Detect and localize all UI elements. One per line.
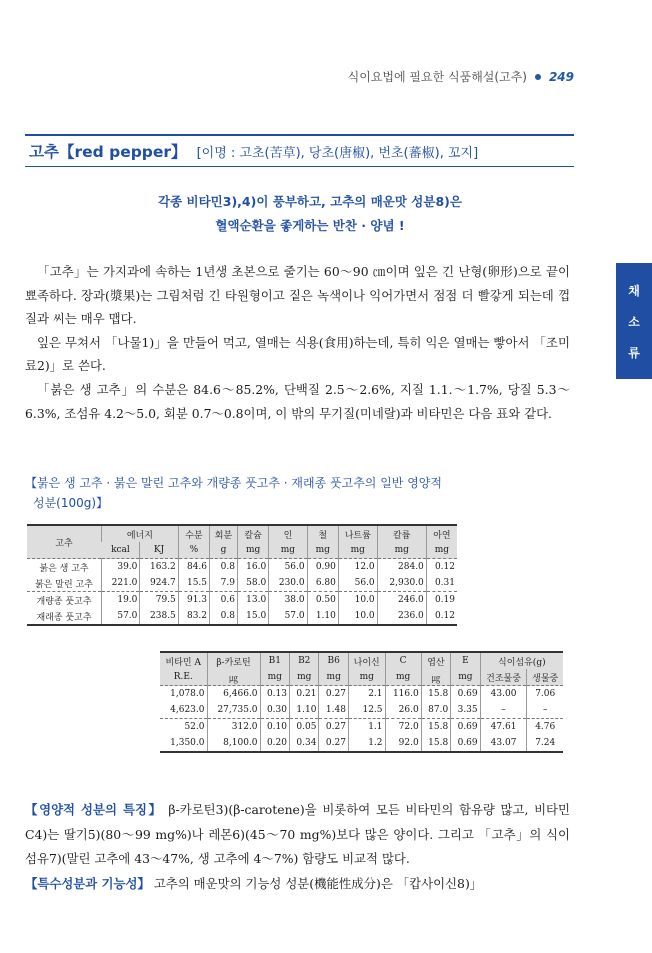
table-cell: 246.0 <box>377 592 426 609</box>
running-head-title: 식이요법에 필요한 식품해설(고추) <box>347 70 527 84</box>
table-cell: 6,466.0 <box>207 686 260 703</box>
paragraph: 「붉은 생 고추」의 수분은 84.6～85.2%, 단백질 2.5～2.6%, 지질 1.1.～1.7%, 당질 5.3～6.3%, 조섬유 4.2～5.0, 회분 0.7～0.8이며, 이 밖의 무기질(미네랄)과 비타민은 다음 표와 같다. <box>25 381 570 421</box>
table-cell: 39.0 <box>102 559 140 576</box>
table-header-cell: 칼륨 <box>377 525 426 542</box>
table-unit-cell: R.E. <box>160 669 207 686</box>
bullet-dot-icon <box>535 74 541 80</box>
table-cell: 15.8 <box>421 719 450 736</box>
table-cell: 284.0 <box>377 559 426 576</box>
table-unit-cell: mg <box>269 542 307 559</box>
table-cell: 0.8 <box>210 608 238 625</box>
intro-line: 혈액순환을 좋게하는 반찬 · 양념 ! <box>215 218 405 233</box>
table-header-cell: B6 <box>319 652 348 669</box>
features-label: 【영양적 성분의 특징】 <box>25 802 163 817</box>
table-cell: 12.5 <box>348 702 385 719</box>
table-unit-cell: ㎍ <box>421 669 450 686</box>
table-cell: 1.48 <box>319 702 348 719</box>
table-cell: 52.0 <box>160 719 207 736</box>
table-cell: 0.69 <box>451 735 480 752</box>
table-cell: 0.31 <box>426 575 457 592</box>
table-header-cell: 아연 <box>426 525 457 542</box>
table-header-cell: 수분 <box>178 525 209 542</box>
table-cell: 56.0 <box>338 575 377 592</box>
table-cell: 7.06 <box>527 686 563 703</box>
table-unit-cell: mg <box>237 542 268 559</box>
section-tab-char: 채 <box>628 283 640 298</box>
section-tab[interactable] <box>616 263 652 379</box>
table-row <box>27 608 457 625</box>
table-cell: 19.0 <box>102 592 140 609</box>
table-row <box>160 735 563 752</box>
table-unit-cell: mg <box>338 542 377 559</box>
features-text: β-카로틴3)(β-carotene)을 비롯하여 모든 비타민의 함유량 많고, 비타민 C4)는 딸기5)(80～99 mg%)나 레몬6)(45～70 mg%)보다 많은 양이다. 그리고 「고추」의 식이섬유7)(말린 고추에 43～47%, 생 고추에 4～7%) 함량도 비교적 많다. <box>25 802 570 866</box>
table-cell: 4,623.0 <box>170 705 205 715</box>
table-unit-cell: kcal <box>102 542 140 559</box>
table-row <box>27 559 457 576</box>
table-unit-cell: 건조물중 <box>480 669 527 686</box>
table-cell: 0.21 <box>290 686 319 703</box>
table-cell: – <box>480 702 527 719</box>
table-header-cell: 칼슘 <box>237 525 268 542</box>
table-cell: 8,100.0 <box>207 735 260 752</box>
table-cell: 87.0 <box>421 702 450 719</box>
running-head <box>348 68 574 85</box>
table-cell: 26.0 <box>385 702 421 719</box>
article-alias: [이명 : 고초(苦草), 당초(唐椒), 번초(蕃椒), 꼬지] <box>196 145 479 161</box>
table-unit-cell: mg <box>260 669 289 686</box>
table-header-cell: 비타민 A <box>160 652 207 669</box>
table-cell: 1.10 <box>290 702 319 719</box>
table-header-cell: 고추 <box>27 525 102 559</box>
table-cell: 붉은 생 고추 <box>27 559 102 576</box>
table-header-cell: C <box>385 652 421 669</box>
table-cell: 0.27 <box>319 719 348 736</box>
table-cell: 0.34 <box>290 735 319 752</box>
section-tab-char: 류 <box>628 345 640 360</box>
table-caption <box>25 473 545 513</box>
table-cell: 924.7 <box>140 575 178 592</box>
table-header-cell: 인 <box>269 525 307 542</box>
table-cell: 92.0 <box>385 735 421 752</box>
table-cell: 47.61 <box>480 719 527 736</box>
table-unit-cell: mg <box>377 542 426 559</box>
table-cell: 재래종 풋고추 <box>36 612 92 623</box>
table-header-cell: 식이섬유(g) <box>480 652 563 669</box>
table-cell: 91.3 <box>178 592 209 609</box>
nutrition-table-1 <box>27 524 457 626</box>
nutrition-features <box>25 798 570 896</box>
table-cell: 15.8 <box>421 686 450 703</box>
table-cell: 3.35 <box>451 702 480 719</box>
table-cell: 0.90 <box>307 559 338 576</box>
table-cell: 0.27 <box>319 686 348 703</box>
body-text <box>25 260 570 425</box>
page-number: 249 <box>548 69 574 84</box>
table-cell: 84.6 <box>178 559 209 576</box>
table-row <box>160 686 563 703</box>
table-cell: 1,078.0 <box>160 686 207 703</box>
table-unit-cell: ㎍ <box>207 669 260 686</box>
table-cell: 79.5 <box>140 592 178 609</box>
article-title-bar <box>25 134 574 167</box>
table-cell: 13.0 <box>237 592 268 609</box>
intro-line: 각종 비타민3),4)이 풍부하고, 고추의 매운맛 성분8)은 <box>158 194 462 209</box>
table-cell: 43.00 <box>480 686 527 703</box>
nutrition-table-2 <box>160 651 563 753</box>
table-header-cell: 에너지 <box>102 525 179 542</box>
table-cell: 0.8 <box>210 559 238 576</box>
table-unit-cell: mg <box>385 669 421 686</box>
table-unit-cell: mg <box>426 542 457 559</box>
table-cell: 12.0 <box>338 559 377 576</box>
table-unit-cell: mg <box>307 542 338 559</box>
table-cell: 0.27 <box>319 735 348 752</box>
table-row <box>27 592 457 609</box>
table-row <box>27 575 457 592</box>
table-header-cell: β-카로틴 <box>207 652 260 669</box>
table-cell: 1.1 <box>348 719 385 736</box>
intro-summary <box>80 190 540 238</box>
table-cell: 0.69 <box>451 719 480 736</box>
table-cell: 0.20 <box>260 735 289 752</box>
table-cell: 2.1 <box>348 686 385 703</box>
table-cell: 7.9 <box>210 575 238 592</box>
table-cell: 0.05 <box>290 719 319 736</box>
table-cell: 0.13 <box>260 686 289 703</box>
table-unit-cell: KJ <box>140 542 178 559</box>
features-paragraph <box>25 798 570 872</box>
table-cell: 72.0 <box>385 719 421 736</box>
table-cell: 221.0 <box>102 575 140 592</box>
table-cell: 붉은 말린 고추 <box>35 579 93 590</box>
table-cell: 116.0 <box>385 686 421 703</box>
table-cell: 개량종 풋고추 <box>27 592 102 609</box>
table-unit-cell: g <box>210 542 238 559</box>
table-unit-cell: mg <box>290 669 319 686</box>
table-cell: 0.6 <box>210 592 238 609</box>
table-cell: 57.0 <box>269 608 307 625</box>
table-header-cell: 철 <box>307 525 338 542</box>
table-cell: 2,930.0 <box>377 575 426 592</box>
section-tab-char: 소 <box>628 314 640 329</box>
table-cell: 43.07 <box>480 735 527 752</box>
table-cell: 1.2 <box>348 735 385 752</box>
table-header-cell: E <box>451 652 480 669</box>
table-header-cell: 회분 <box>210 525 238 542</box>
special-text: 고추의 매운맛의 기능성 성분(機能性成分)은 「캅사이신8)」 <box>153 875 483 891</box>
table-cell: 163.2 <box>140 559 178 576</box>
article-title: 고추【red pepper】 <box>29 143 187 161</box>
table-unit-cell: mg <box>348 669 385 686</box>
table-cell: 0.30 <box>260 702 289 719</box>
table-unit-cell: 생물중 <box>527 669 563 686</box>
table-row <box>160 702 563 719</box>
table-cell: 10.0 <box>338 592 377 609</box>
table-unit-cell: % <box>178 542 209 559</box>
table-header-cell: 나이신 <box>348 652 385 669</box>
table-header-cell: 엽산 <box>421 652 450 669</box>
table-cell: 57.0 <box>102 608 140 625</box>
table-cell: 16.0 <box>237 559 268 576</box>
table-cell: 4.76 <box>527 719 563 736</box>
table-caption-line: 【붉은 생 고추 · 붉은 말린 고추와 개량종 풋고추 · 재래종 풋고추의 일반 영양적 <box>25 476 442 490</box>
table-unit-cell: mg <box>319 669 348 686</box>
paragraph: 「고추」는 가지과에 속하는 1년생 초본으로 줄기는 60～90 ㎝이며 잎은 긴 난형(卵形)으로 끝이 뾰족하다. 장과(漿果)는 그림처럼 긴 타원형이고 짙은 녹색이나 익어가면서 점점 더 빨갛게 되는데 껍질과 씨는 매우 맵다. <box>25 264 570 327</box>
table-cell: 238.5 <box>140 608 178 625</box>
table-unit-cell: mg <box>451 669 480 686</box>
table-cell: 58.0 <box>237 575 268 592</box>
table-cell: 27,735.0 <box>207 702 260 719</box>
table-cell: 236.0 <box>377 608 426 625</box>
table-cell: 15.5 <box>178 575 209 592</box>
table-cell: 15.8 <box>421 735 450 752</box>
table-cell: 83.2 <box>178 608 209 625</box>
table-cell: 0.10 <box>260 719 289 736</box>
table-cell: 0.12 <box>426 559 457 576</box>
table-cell: 0.50 <box>307 592 338 609</box>
table-cell: 1,350.0 <box>170 738 205 748</box>
table-cell: 7.24 <box>527 735 563 752</box>
table-cell: 1.10 <box>307 608 338 625</box>
table-cell: 56.0 <box>269 559 307 576</box>
table-cell: 0.69 <box>451 686 480 703</box>
table-header-cell: B2 <box>290 652 319 669</box>
table-cell: 0.19 <box>426 592 457 609</box>
special-paragraph <box>25 872 570 897</box>
table-row <box>160 719 563 736</box>
table-caption-line: 성분(100g)】 <box>33 496 109 510</box>
table-cell: 15.0 <box>237 608 268 625</box>
paragraph: 잎은 무쳐서 「나물1)」을 만들어 먹고, 열매는 식용(食用)하는데, 특히 익은 열매는 빻아서 「조미료2)」로 쓴다. <box>25 334 570 374</box>
table-cell: 312.0 <box>207 719 260 736</box>
table-cell: 6.80 <box>307 575 338 592</box>
table-cell: 10.0 <box>338 608 377 625</box>
table-cell: – <box>527 702 563 719</box>
table-cell: 0.12 <box>426 608 457 625</box>
table-header-cell: B1 <box>260 652 289 669</box>
table-header-cell: 나트륨 <box>338 525 377 542</box>
table-cell: 230.0 <box>269 575 307 592</box>
table-cell: 38.0 <box>269 592 307 609</box>
special-label: 【특수성분과 기능성】 <box>25 875 150 891</box>
